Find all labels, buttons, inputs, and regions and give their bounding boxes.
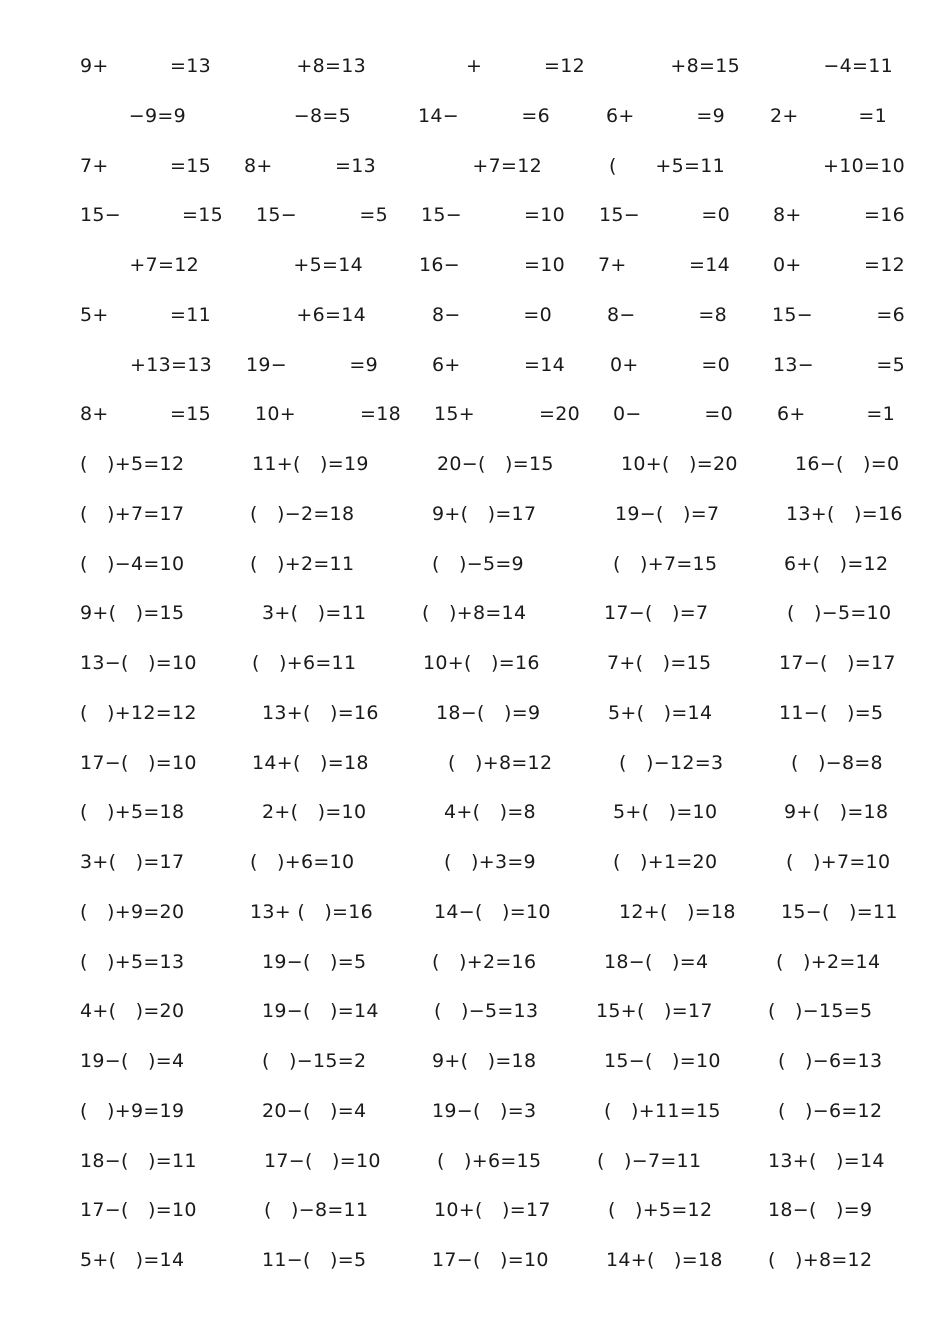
problem-row [0,549,950,579]
problem-text: 17−( )=10 [80,751,197,774]
problem-text: +7=12 [129,254,199,276]
problem-text: 13+( )=16 [262,701,379,724]
problem-text: 0− [613,403,642,426]
problem-text: ( )+7=10 [786,851,891,873]
problem-text: =20 [539,403,580,426]
problem-text: 11−( )=5 [779,701,884,724]
problem-text: ( )+5=18 [80,801,185,824]
problem-row [0,1146,950,1176]
problem-text: 4+( )=20 [80,1000,185,1023]
problem-text: ( )−6=13 [778,1050,883,1072]
problem-text: 9+( )=18 [784,801,889,824]
problem-text: =9 [696,104,725,127]
problem-text: =8 [698,303,727,326]
problem-text: 9+ [80,55,109,77]
problem-text: +6=14 [296,303,366,326]
problem-text: 13− [773,353,814,376]
problem-row [0,1245,950,1275]
problem-text: 16−( )=0 [795,453,900,475]
problem-text: 15− [421,204,462,227]
problem-text: 15− [599,204,640,227]
problem-row [0,648,950,678]
problem-row [0,897,950,927]
problem-text: −9=9 [128,104,186,127]
problem-row [0,51,950,81]
problem-row [0,300,950,330]
problem-text: ( )+7=17 [80,502,185,525]
problem-text: 2+( )=10 [262,801,367,824]
problem-row [0,151,950,181]
problem-text: 3+( )=11 [262,602,367,625]
problem-row [0,1096,950,1126]
problem-text: 10+( )=20 [621,453,738,475]
problem-text: 9+( )=17 [432,502,537,525]
problem-text: +8=13 [296,55,366,77]
problem-text: 19−( )=14 [262,1000,379,1023]
problem-row [0,996,950,1026]
problem-text: =0 [704,403,733,426]
problem-text: ( )+6=11 [252,652,357,674]
problem-text: ( )+9=19 [80,1099,185,1122]
problem-text: 19−( )=4 [80,1050,185,1072]
problem-text: =15 [170,403,211,426]
problem-text: 15+ [434,403,475,426]
problem-text: ( )−5=13 [434,1000,539,1023]
problem-text: 17−( )=10 [264,1149,381,1172]
problem-text: =10 [524,204,565,227]
problem-text: =11 [170,303,211,326]
problem-text: 13+( )=14 [768,1149,885,1172]
problem-row [0,847,950,877]
problem-text: −8=5 [293,104,351,127]
problem-text: ( )+2=16 [432,950,537,973]
problem-text: +13=13 [130,353,212,376]
problem-text: ( )−12=3 [619,751,724,774]
problem-text: 18−( )=9 [436,701,541,724]
problem-text: 19− [246,353,287,376]
problem-text: =6 [521,104,550,127]
problem-text: ( )+1=20 [613,851,718,873]
problem-text: =0 [701,353,730,376]
problem-text: 0+ [773,254,802,276]
problem-text: 15− [80,204,121,227]
problem-text: 18−( )=9 [768,1199,873,1222]
problem-text: +5=11 [655,154,725,177]
problem-text: 2+ [770,104,799,127]
problem-text: 14− [418,104,459,127]
problem-text: 6+( )=12 [784,552,889,575]
problem-text: 0+ [610,353,639,376]
problem-row [0,399,950,429]
problem-text: ( )−8=11 [264,1199,369,1222]
problem-text: 5+( )=10 [613,801,718,824]
problem-text: 6+ [777,403,806,426]
problem-text: ( )−5=9 [432,552,524,575]
problem-text: 3+( )=17 [80,851,185,873]
problem-text: ( )+8=12 [768,1249,873,1271]
problem-text: +7=12 [472,154,542,177]
problem-text: 16− [419,254,460,276]
problem-text: 15+( )=17 [596,1000,713,1023]
problem-row [0,698,950,728]
problem-text: ( )+11=15 [604,1099,721,1122]
problem-text: +8=15 [670,55,740,77]
problem-text: 17−( )=7 [604,602,709,625]
problem-text: 7+ [80,154,109,177]
problem-text: 8+ [773,204,802,227]
problem-text: 9+( )=15 [80,602,185,625]
problem-text: 20−( )=15 [437,453,554,475]
problem-text: 18−( )=11 [80,1149,197,1172]
problem-text: 19−( )=5 [262,950,367,973]
problem-text: 15− [772,303,813,326]
problem-text: 7+( )=15 [607,652,712,674]
problem-text: =18 [360,403,401,426]
problem-row [0,1046,950,1076]
problem-row [0,598,950,628]
problem-text: 6+ [606,104,635,127]
problem-text: ( )−5=10 [787,602,892,625]
problem-text: =5 [876,353,905,376]
problem-text: =10 [524,254,565,276]
problem-text: 8+ [80,403,109,426]
problem-text: =6 [876,303,905,326]
problem-text: 8− [432,303,461,326]
problem-text: =5 [359,204,388,227]
problem-text: 15−( )=10 [604,1050,721,1072]
problem-text: 15−( )=11 [781,900,898,923]
problem-text: =15 [182,204,223,227]
problem-row [0,449,950,479]
problem-text: 13+ ( )=16 [250,900,374,923]
problem-row [0,499,950,529]
problem-text: =0 [701,204,730,227]
problem-text: 5+( )=14 [80,1249,185,1271]
problem-text: =9 [349,353,378,376]
problem-text: 8+ [244,154,273,177]
problem-text: 7+ [598,254,627,276]
problem-text: 8− [607,303,636,326]
problem-text: =14 [689,254,730,276]
problem-text: 10+ [255,403,296,426]
problem-text: 19−( )=7 [615,502,720,525]
problem-text: =0 [523,303,552,326]
problem-text: +5=14 [293,254,363,276]
problem-text: 14+( )=18 [606,1249,723,1271]
problem-text: ( )+8=12 [448,751,553,774]
problem-text: ( )+5=12 [80,453,185,475]
problem-text: =1 [866,403,895,426]
problem-text: 10+( )=16 [423,652,540,674]
problem-text: 6+ [432,353,461,376]
problem-text: =14 [524,353,565,376]
problem-row [0,1195,950,1225]
problem-text: 15− [256,204,297,227]
problem-text: ( )+5=13 [80,950,185,973]
problem-text: =16 [864,204,905,227]
problem-text: −4=11 [823,55,893,77]
problem-row [0,797,950,827]
problem-text: ( )+7=15 [613,552,718,575]
problem-text: 11+( )=19 [252,453,369,475]
problem-text: =12 [544,55,585,77]
problem-text: 18−( )=4 [604,950,709,973]
problem-text: ( )+8=14 [422,602,527,625]
problem-text: 5+( )=14 [608,701,713,724]
problem-row [0,200,950,230]
problem-text: 19−( )=3 [432,1099,537,1122]
problem-row [0,250,950,280]
problem-text: ( )+2=11 [250,552,355,575]
problem-text: +10=10 [823,154,905,177]
problem-row [0,748,950,778]
problem-text: ( )+12=12 [80,701,197,724]
problem-text: ( )−2=18 [250,502,355,525]
problem-text: 10+( )=17 [434,1199,551,1222]
problem-text: 17−( )=10 [80,1199,197,1222]
problem-text: 9+( )=18 [432,1050,537,1072]
problem-text: + [466,55,483,77]
problem-text: 13+( )=16 [786,502,903,525]
problem-text: ( )−15=2 [262,1050,367,1072]
problem-text: ( [609,154,617,177]
problem-text: 5+ [80,303,109,326]
problem-text: ( )+6=10 [250,851,355,873]
problem-text: 14+( )=18 [252,751,369,774]
problem-text: 17−( )=10 [432,1249,549,1271]
problem-text: ( )+5=12 [608,1199,713,1222]
problem-text: ( )−4=10 [80,552,185,575]
problem-text: ( )−6=12 [778,1099,883,1122]
problem-text: 17−( )=17 [779,652,896,674]
problem-text: ( )+9=20 [80,900,185,923]
problem-text: =1 [858,104,887,127]
problem-text: ( )+6=15 [437,1149,542,1172]
problem-text: 4+( )=8 [444,801,536,824]
problem-row [0,947,950,977]
problem-text: ( )−7=11 [597,1149,702,1172]
problem-row [0,101,950,131]
problem-text: ( )−8=8 [791,751,883,774]
problem-text: 11−( )=5 [262,1249,367,1271]
problem-text: 12+( )=18 [619,900,736,923]
problem-text: =12 [864,254,905,276]
problem-text: 14−( )=10 [434,900,551,923]
problem-text: 20−( )=4 [262,1099,367,1122]
problem-text: ( )+2=14 [776,950,881,973]
problem-text: 13−( )=10 [80,652,197,674]
problem-row [0,350,950,380]
problem-text: ( )+3=9 [444,851,536,873]
problem-text: ( )−15=5 [768,1000,873,1023]
problem-text: =13 [335,154,376,177]
problem-text: =15 [170,154,211,177]
problem-text: =13 [170,55,211,77]
